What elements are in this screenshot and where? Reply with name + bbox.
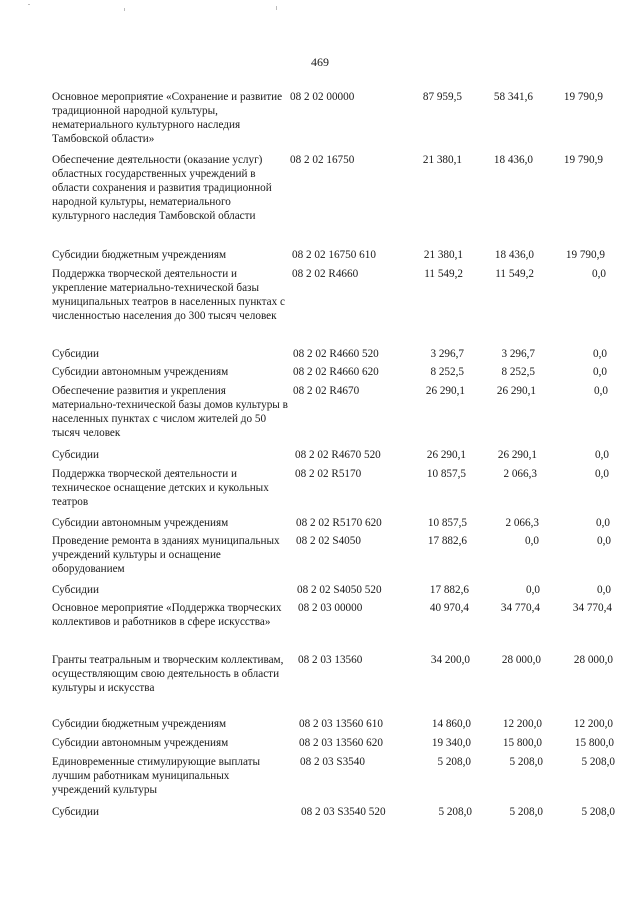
row-code: 08 2 02 S4050 — [296, 535, 361, 547]
row-value-2: 5 208,0 — [509, 806, 543, 818]
row-value-3: 34 770,4 — [572, 602, 612, 614]
row-value-2: 0,0 — [526, 584, 540, 596]
row-code: 08 2 02 R4660 520 — [293, 348, 379, 360]
row-value-1: 10 857,5 — [427, 517, 467, 529]
row-value-1: 10 857,5 — [426, 468, 466, 480]
row-value-3: 0,0 — [597, 535, 611, 547]
row-value-3: 12 200,0 — [573, 718, 613, 730]
row-value-2: 34 770,4 — [500, 602, 540, 614]
row-value-1: 40 970,4 — [429, 602, 469, 614]
row-code: 08 2 02 R4660 — [292, 268, 359, 280]
scan-speck — [28, 4, 30, 5]
row-value-1: 26 290,1 — [426, 449, 466, 461]
row-value-2: 8 252,5 — [501, 366, 535, 378]
row-value-2: 28 000,0 — [501, 654, 541, 666]
row-value-3: 0,0 — [593, 348, 607, 360]
row-code: 08 2 03 S3540 — [300, 756, 365, 768]
row-value-1: 5 208,0 — [437, 756, 471, 768]
row-value-2: 26 290,1 — [497, 449, 537, 461]
row-value-3: 0,0 — [596, 517, 610, 529]
row-value-2: 18 436,0 — [494, 249, 534, 261]
row-code: 08 2 02 R5170 620 — [296, 517, 382, 529]
row-value-2: 18 436,0 — [493, 154, 533, 166]
row-name: Проведение ремонта в зданиях муниципальных учреждений культуры и оснащение оборудованием — [52, 535, 280, 575]
row-value-3: 28 000,0 — [573, 654, 613, 666]
row-code: 08 2 02 R5170 — [295, 468, 362, 480]
scan-speck — [276, 6, 277, 10]
row-value-2: 2 066,3 — [505, 517, 539, 529]
row-name: Субсидии бюджетным учреждениям — [52, 249, 227, 261]
row-value-1: 11 549,2 — [424, 268, 463, 280]
row-code: 08 2 02 R4660 620 — [293, 366, 379, 378]
row-value-3: 0,0 — [595, 468, 609, 480]
row-code: 08 2 02 R4670 520 — [295, 449, 381, 461]
row-value-1: 34 200,0 — [430, 654, 470, 666]
row-value-3: 0,0 — [597, 584, 611, 596]
row-code: 08 2 03 S3540 520 — [301, 806, 386, 818]
row-value-1: 14 860,0 — [431, 718, 471, 730]
row-code: 08 2 02 S4050 520 — [297, 584, 382, 596]
row-code: 08 2 02 16750 — [290, 154, 355, 166]
row-name: Субсидии — [52, 806, 99, 818]
row-value-1: 5 208,0 — [438, 806, 472, 818]
row-code: 08 2 03 00000 — [298, 602, 363, 614]
row-value-1: 3 296,7 — [430, 348, 464, 360]
row-value-3: 15 800,0 — [574, 737, 614, 749]
row-value-1: 8 252,5 — [430, 366, 464, 378]
row-value-2: 58 341,6 — [493, 91, 533, 103]
row-name: Поддержка творческой деятельности и техническое оснащение детских и кукольных театров — [52, 468, 269, 508]
row-value-3: 0,0 — [594, 385, 608, 397]
row-code: 08 2 02 16750 610 — [292, 249, 376, 261]
row-name: Обеспечение развития и укрепления материально-технической базы домов культуры в населенных пунктах с числом жителей до 50 тысяч человек — [52, 385, 288, 439]
row-value-2: 3 296,7 — [501, 348, 535, 360]
row-name: Субсидии — [52, 449, 99, 461]
row-value-1: 17 882,6 — [429, 584, 469, 596]
row-value-2: 5 208,0 — [509, 756, 543, 768]
row-name: Основное мероприятие «Поддержка творческих коллективов и работников в сфере искусства» — [52, 602, 282, 628]
row-code: 08 2 03 13560 610 — [299, 718, 383, 730]
scan-speck — [124, 8, 125, 11]
row-value-3: 19 790,9 — [563, 91, 603, 103]
row-value-1: 21 380,1 — [422, 154, 462, 166]
row-name: Субсидии — [52, 348, 99, 360]
row-value-1: 19 340,0 — [431, 737, 471, 749]
row-code: 08 2 03 13560 — [298, 654, 363, 666]
row-name: Обеспечение деятельности (оказание услуг) областных государственных учреждений в области сохранения и развития традиционной народной культуры, нематериального культурного наследия Тамбовской области — [52, 154, 272, 222]
row-value-3: 5 208,0 — [581, 806, 615, 818]
row-code: 08 2 02 00000 — [290, 91, 355, 103]
row-value-3: 19 790,9 — [565, 249, 605, 261]
row-name: Единовременные стимулирующие выплаты лучшим работникам муниципальных учреждений культуры — [52, 756, 261, 796]
row-value-3: 5 208,0 — [581, 756, 615, 768]
row-value-1: 21 380,1 — [423, 249, 463, 261]
row-name: Субсидии бюджетным учреждениям — [52, 718, 227, 730]
row-value-2: 15 800,0 — [502, 737, 542, 749]
row-value-3: 0,0 — [593, 366, 607, 378]
row-value-2: 2 066,3 — [503, 468, 537, 480]
row-value-1: 26 290,1 — [425, 385, 465, 397]
row-value-3: 0,0 — [595, 449, 609, 461]
row-name: Гранты театральным и творческим коллективам, осуществляющим свою деятельность в области культуры и искусства — [52, 654, 284, 694]
row-value-1: 17 882,6 — [427, 535, 467, 547]
row-name: Субсидии автономным учреждениям — [52, 737, 229, 749]
row-name: Основное мероприятие «Сохранение и развитие традиционной народной культуры, нематериального культурного наследия Тамбовской области» — [52, 91, 283, 145]
row-value-1: 87 959,5 — [422, 91, 462, 103]
row-value-2: 12 200,0 — [502, 718, 542, 730]
row-name: Субсидии автономным учреждениям — [52, 517, 229, 529]
row-code: 08 2 02 R4670 — [293, 385, 360, 397]
row-name: Поддержка творческой деятельности и укрепление материально-технической базы муниципальных театров в населенных пунктах с численностью населения до 300 тысяч человек — [52, 268, 285, 322]
row-code: 08 2 03 13560 620 — [299, 737, 383, 749]
row-value-2: 26 290,1 — [496, 385, 536, 397]
row-value-3: 0,0 — [592, 268, 606, 280]
row-value-2: 0,0 — [525, 535, 539, 547]
row-name: Субсидии автономным учреждениям — [52, 366, 229, 378]
row-value-3: 19 790,9 — [563, 154, 603, 166]
row-value-2: 11 549,2 — [495, 268, 534, 280]
page-number: 469 — [311, 55, 329, 69]
row-name: Субсидии — [52, 584, 99, 596]
